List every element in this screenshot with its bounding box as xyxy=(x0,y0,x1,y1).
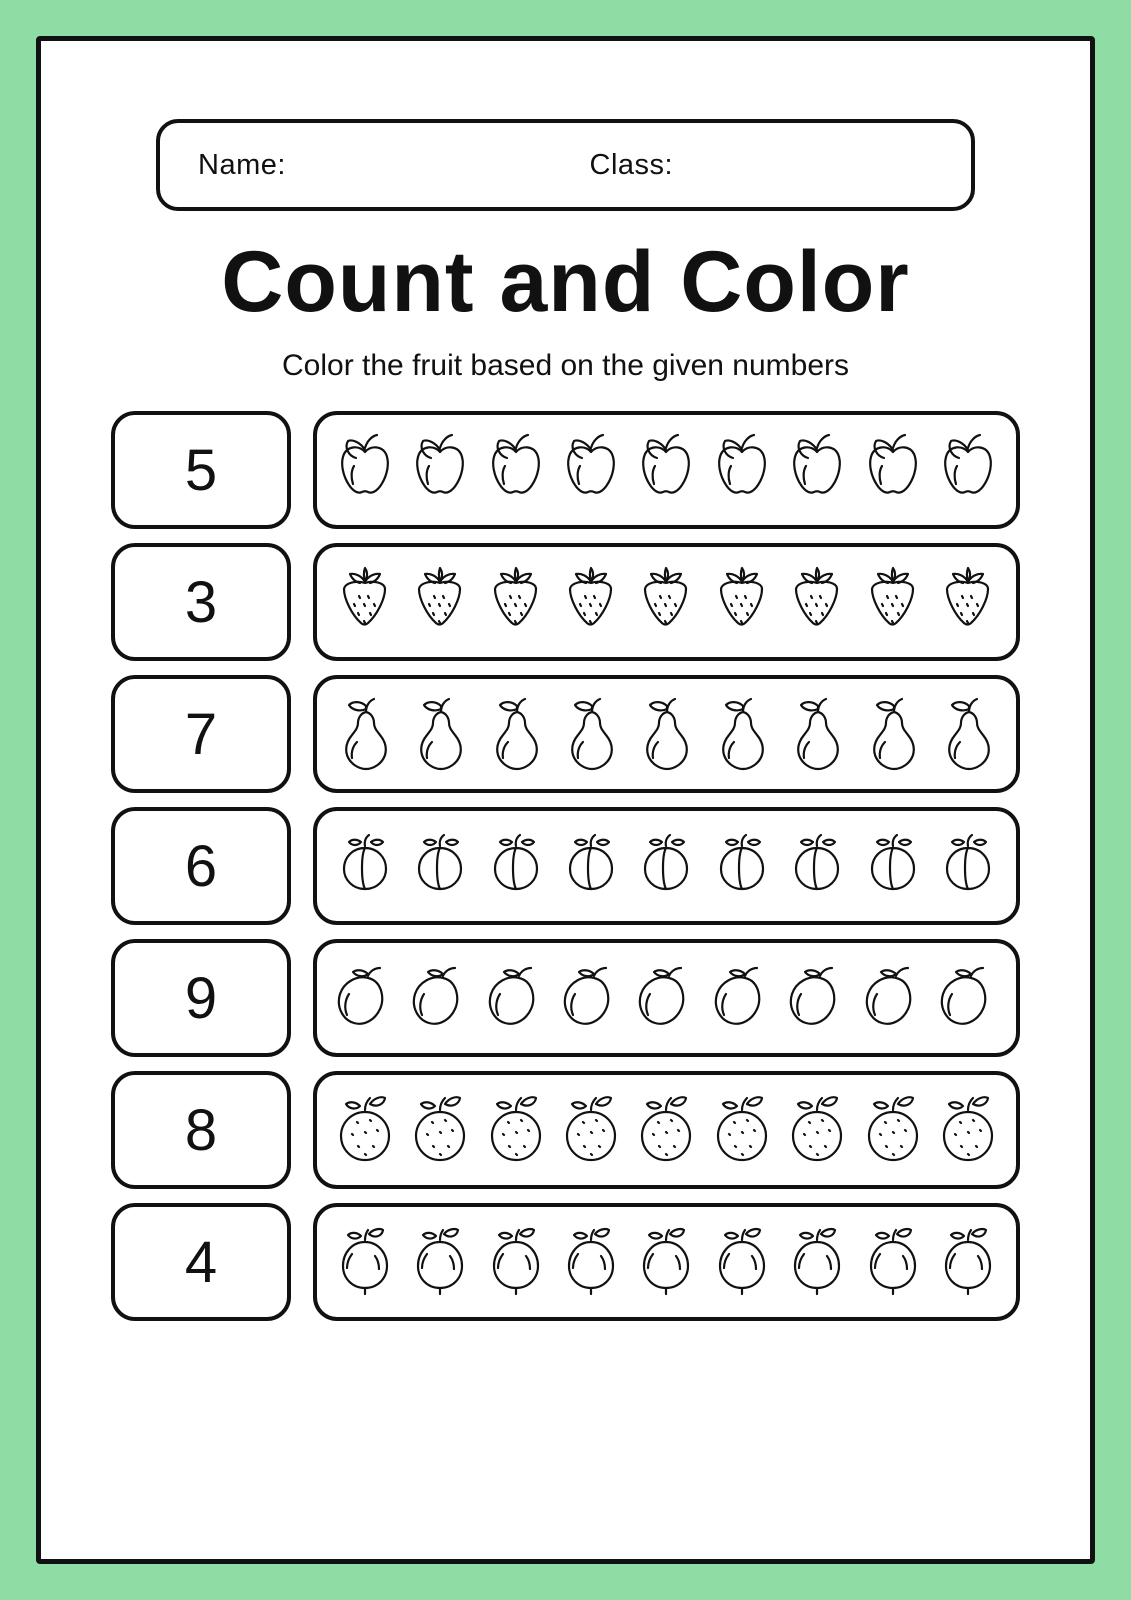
orange-icon[interactable] xyxy=(558,1084,624,1176)
number-value: 7 xyxy=(184,701,218,767)
fruit-row-lemon xyxy=(313,1203,1020,1321)
mango-icon[interactable] xyxy=(407,952,473,1044)
fruit-row-plum xyxy=(313,807,1020,925)
exercise-rows xyxy=(111,411,1020,1321)
pear-icon[interactable] xyxy=(860,688,926,780)
number-box xyxy=(111,543,291,661)
orange-icon[interactable] xyxy=(709,1084,775,1176)
orange-icon[interactable] xyxy=(483,1084,549,1176)
lemon-icon[interactable] xyxy=(935,1216,1001,1308)
lemon-icon[interactable] xyxy=(483,1216,549,1308)
fruit-row-pear xyxy=(313,675,1020,793)
orange-icon[interactable] xyxy=(633,1084,699,1176)
number-value: 3 xyxy=(184,569,218,635)
number-box xyxy=(111,1071,291,1189)
pear-icon[interactable] xyxy=(935,688,1001,780)
number-value: 4 xyxy=(184,1229,218,1295)
plum-icon[interactable] xyxy=(332,820,398,912)
exercise-row xyxy=(111,411,1020,529)
strawberry-icon[interactable] xyxy=(935,556,1001,648)
number-value: 8 xyxy=(184,1097,218,1163)
pear-icon[interactable] xyxy=(483,688,549,780)
student-info-bar xyxy=(156,119,975,211)
plum-icon[interactable] xyxy=(935,820,1001,912)
lemon-icon[interactable] xyxy=(332,1216,398,1308)
mango-icon[interactable] xyxy=(935,952,1001,1044)
lemon-icon[interactable] xyxy=(709,1216,775,1308)
apple-icon[interactable] xyxy=(709,424,775,516)
plum-icon[interactable] xyxy=(860,820,926,912)
plum-icon[interactable] xyxy=(633,820,699,912)
pear-icon[interactable] xyxy=(558,688,624,780)
pear-icon[interactable] xyxy=(709,688,775,780)
mango-icon[interactable] xyxy=(483,952,549,1044)
orange-icon[interactable] xyxy=(784,1084,850,1176)
strawberry-icon[interactable] xyxy=(558,556,624,648)
lemon-icon[interactable] xyxy=(407,1216,473,1308)
page-subtitle: Color the fruit based on the given numbers xyxy=(282,349,849,383)
apple-icon[interactable] xyxy=(407,424,473,516)
lemon-icon[interactable] xyxy=(558,1216,624,1308)
exercise-row xyxy=(111,675,1020,793)
number-box xyxy=(111,411,291,529)
strawberry-icon[interactable] xyxy=(633,556,699,648)
pear-icon[interactable] xyxy=(633,688,699,780)
exercise-row xyxy=(111,543,1020,661)
number-value: 6 xyxy=(184,833,218,899)
pear-icon[interactable] xyxy=(332,688,398,780)
mango-icon[interactable] xyxy=(784,952,850,1044)
plum-icon[interactable] xyxy=(407,820,473,912)
apple-icon[interactable] xyxy=(860,424,926,516)
number-value: 5 xyxy=(184,437,218,503)
exercise-row xyxy=(111,939,1020,1057)
orange-icon[interactable] xyxy=(860,1084,926,1176)
exercise-row xyxy=(111,1203,1020,1321)
mango-icon[interactable] xyxy=(332,952,398,1044)
apple-icon[interactable] xyxy=(784,424,850,516)
number-box xyxy=(111,675,291,793)
number-value: 9 xyxy=(184,965,218,1031)
lemon-icon[interactable] xyxy=(860,1216,926,1308)
number-box xyxy=(111,1203,291,1321)
fruit-row-orange xyxy=(313,1071,1020,1189)
fruit-row-mango xyxy=(313,939,1020,1057)
strawberry-icon[interactable] xyxy=(709,556,775,648)
lemon-icon[interactable] xyxy=(784,1216,850,1308)
class-label: Class: xyxy=(589,148,674,181)
strawberry-icon[interactable] xyxy=(407,556,473,648)
fruit-row-strawberry xyxy=(313,543,1020,661)
worksheet-content xyxy=(41,41,1090,1559)
apple-icon[interactable] xyxy=(633,424,699,516)
number-box xyxy=(111,939,291,1057)
apple-icon[interactable] xyxy=(483,424,549,516)
pear-icon[interactable] xyxy=(784,688,850,780)
number-box xyxy=(111,807,291,925)
mango-icon[interactable] xyxy=(558,952,624,1044)
strawberry-icon[interactable] xyxy=(784,556,850,648)
name-label: Name: xyxy=(198,148,286,181)
mango-icon[interactable] xyxy=(709,952,775,1044)
worksheet-page xyxy=(36,36,1095,1564)
mango-icon[interactable] xyxy=(860,952,926,1044)
strawberry-icon[interactable] xyxy=(483,556,549,648)
plum-icon[interactable] xyxy=(784,820,850,912)
name-field[interactable] xyxy=(160,149,580,182)
fruit-row-apple xyxy=(313,411,1020,529)
plum-icon[interactable] xyxy=(709,820,775,912)
strawberry-icon[interactable] xyxy=(860,556,926,648)
mango-icon[interactable] xyxy=(633,952,699,1044)
orange-icon[interactable] xyxy=(332,1084,398,1176)
class-field[interactable] xyxy=(580,149,972,182)
plum-icon[interactable] xyxy=(483,820,549,912)
exercise-row xyxy=(111,1071,1020,1189)
pear-icon[interactable] xyxy=(407,688,473,780)
apple-icon[interactable] xyxy=(332,424,398,516)
page-title: Count and Color xyxy=(221,234,910,330)
exercise-row xyxy=(111,807,1020,925)
apple-icon[interactable] xyxy=(558,424,624,516)
apple-icon[interactable] xyxy=(935,424,1001,516)
orange-icon[interactable] xyxy=(935,1084,1001,1176)
orange-icon[interactable] xyxy=(407,1084,473,1176)
lemon-icon[interactable] xyxy=(633,1216,699,1308)
plum-icon[interactable] xyxy=(558,820,624,912)
strawberry-icon[interactable] xyxy=(332,556,398,648)
